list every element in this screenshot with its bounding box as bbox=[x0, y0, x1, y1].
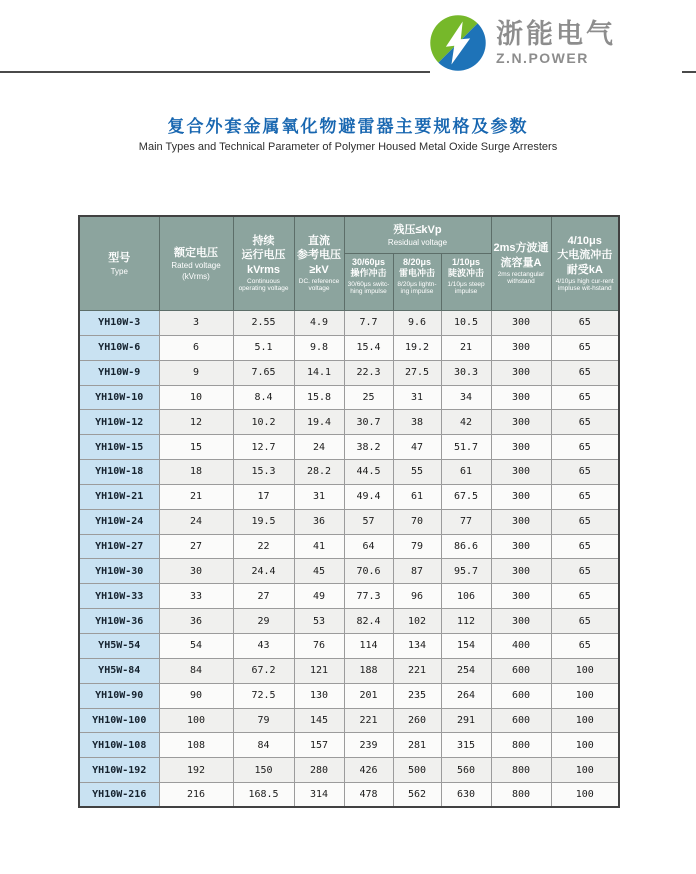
table-row bbox=[79, 559, 619, 584]
value-cell: 27 bbox=[233, 584, 294, 609]
value-cell: 28.2 bbox=[294, 460, 344, 485]
value-cell: 86.6 bbox=[441, 534, 491, 559]
value-cell: 150 bbox=[233, 758, 294, 783]
value-cell: 239 bbox=[344, 733, 393, 758]
value-cell: 65 bbox=[551, 584, 619, 609]
value-cell: 65 bbox=[551, 509, 619, 534]
value-cell: 168.5 bbox=[233, 783, 294, 808]
table-row bbox=[79, 385, 619, 410]
value-cell: 18 bbox=[159, 460, 233, 485]
value-cell: 65 bbox=[551, 311, 619, 336]
value-cell: 8.4 bbox=[233, 385, 294, 410]
value-cell: 44.5 bbox=[344, 460, 393, 485]
value-cell: 112 bbox=[441, 609, 491, 634]
col-residual-zh: 残压≤kVp bbox=[393, 223, 442, 236]
value-cell: 300 bbox=[491, 534, 551, 559]
value-cell: 22 bbox=[233, 534, 294, 559]
col-lt-zh2: 雷电冲击 bbox=[398, 268, 435, 279]
value-cell: 65 bbox=[551, 460, 619, 485]
brand bbox=[496, 20, 616, 67]
value-cell: 15.8 bbox=[294, 385, 344, 410]
value-cell: 30.3 bbox=[441, 360, 491, 385]
value-cell: 65 bbox=[551, 410, 619, 435]
col-lt-en: 8/20μs lightn-ing impulse bbox=[397, 280, 437, 295]
value-cell: 314 bbox=[294, 783, 344, 808]
type-cell: YH10W-192 bbox=[79, 758, 159, 783]
col-dc-zh1: 直流 bbox=[308, 235, 330, 248]
col-sw-zh2: 操作冲击 bbox=[350, 268, 387, 279]
col-type-zh: 型号 bbox=[108, 252, 131, 265]
value-cell: 45 bbox=[294, 559, 344, 584]
table-row bbox=[79, 534, 619, 559]
value-cell: 3 bbox=[159, 311, 233, 336]
value-cell: 65 bbox=[551, 534, 619, 559]
value-cell: 24 bbox=[294, 435, 344, 460]
col-st-zh1: 1/10μs bbox=[451, 257, 481, 267]
value-cell: 100 bbox=[551, 733, 619, 758]
value-cell: 100 bbox=[551, 683, 619, 708]
value-cell: 264 bbox=[441, 683, 491, 708]
value-cell: 14.1 bbox=[294, 360, 344, 385]
value-cell: 30.7 bbox=[344, 410, 393, 435]
value-cell: 800 bbox=[491, 758, 551, 783]
value-cell: 188 bbox=[344, 658, 393, 683]
col-header-2ms-rectangular-withstand bbox=[491, 216, 551, 311]
col-hc-zh2: 大电流冲击 bbox=[557, 249, 613, 262]
value-cell: 27.5 bbox=[393, 360, 441, 385]
value-cell: 65 bbox=[551, 609, 619, 634]
value-cell: 300 bbox=[491, 435, 551, 460]
brand-name-en: Z.N.POWER bbox=[496, 50, 589, 67]
type-cell: YH5W-54 bbox=[79, 633, 159, 658]
col-st-zh2: 陡波冲击 bbox=[447, 268, 484, 279]
page-subtitle: Main Types and Technical Parameter of Polymer Housed Metal Oxide Surge Arresters bbox=[138, 141, 558, 153]
type-cell: YH10W-30 bbox=[79, 559, 159, 584]
value-cell: 34 bbox=[441, 385, 491, 410]
value-cell: 600 bbox=[491, 658, 551, 683]
col-rated-unit: (kVrms) bbox=[182, 271, 210, 281]
table-body bbox=[79, 311, 619, 808]
value-cell: 106 bbox=[441, 584, 491, 609]
value-cell: 154 bbox=[441, 633, 491, 658]
table-row bbox=[79, 484, 619, 509]
value-cell: 300 bbox=[491, 311, 551, 336]
value-cell: 192 bbox=[159, 758, 233, 783]
value-cell: 70 bbox=[393, 509, 441, 534]
value-cell: 800 bbox=[491, 783, 551, 808]
value-cell: 65 bbox=[551, 335, 619, 360]
table-row bbox=[79, 311, 619, 336]
value-cell: 300 bbox=[491, 410, 551, 435]
value-cell: 15 bbox=[159, 435, 233, 460]
table-row bbox=[79, 435, 619, 460]
col-dc-en: DC. reference voltage bbox=[298, 277, 340, 293]
col-residual-en: Residual voltage bbox=[387, 238, 448, 248]
type-cell: YH10W-108 bbox=[79, 733, 159, 758]
value-cell: 24.4 bbox=[233, 559, 294, 584]
value-cell: 64 bbox=[344, 534, 393, 559]
table-row bbox=[79, 360, 619, 385]
value-cell: 49.4 bbox=[344, 484, 393, 509]
value-cell: 2.55 bbox=[233, 311, 294, 336]
col-cov-en: Continuous operating voltage bbox=[238, 277, 289, 293]
value-cell: 19.4 bbox=[294, 410, 344, 435]
table-row bbox=[79, 584, 619, 609]
value-cell: 65 bbox=[551, 435, 619, 460]
value-cell: 300 bbox=[491, 360, 551, 385]
col-rect-en: 2ms rectangular withstand bbox=[497, 270, 545, 286]
value-cell: 65 bbox=[551, 360, 619, 385]
value-cell: 221 bbox=[344, 708, 393, 733]
col-hc-en: 4/10μs high cur-rent impluse wit-hstand bbox=[555, 277, 614, 293]
table-row bbox=[79, 783, 619, 808]
value-cell: 300 bbox=[491, 484, 551, 509]
value-cell: 260 bbox=[393, 708, 441, 733]
value-cell: 315 bbox=[441, 733, 491, 758]
type-cell: YH10W-90 bbox=[79, 683, 159, 708]
value-cell: 157 bbox=[294, 733, 344, 758]
value-cell: 291 bbox=[441, 708, 491, 733]
value-cell: 12.7 bbox=[233, 435, 294, 460]
value-cell: 300 bbox=[491, 584, 551, 609]
value-cell: 96 bbox=[393, 584, 441, 609]
value-cell: 10.5 bbox=[441, 311, 491, 336]
col-dc-zh2: 参考电压 bbox=[297, 249, 341, 262]
value-cell: 22.3 bbox=[344, 360, 393, 385]
value-cell: 280 bbox=[294, 758, 344, 783]
value-cell: 77.3 bbox=[344, 584, 393, 609]
value-cell: 55 bbox=[393, 460, 441, 485]
value-cell: 281 bbox=[393, 733, 441, 758]
value-cell: 57 bbox=[344, 509, 393, 534]
type-cell: YH5W-84 bbox=[79, 658, 159, 683]
col-header-lightning-impulse bbox=[393, 254, 441, 311]
value-cell: 300 bbox=[491, 460, 551, 485]
type-cell: YH10W-12 bbox=[79, 410, 159, 435]
value-cell: 95.7 bbox=[441, 559, 491, 584]
col-sw-zh1: 30/60μs bbox=[351, 257, 386, 267]
table-row bbox=[79, 460, 619, 485]
value-cell: 562 bbox=[393, 783, 441, 808]
value-cell: 36 bbox=[294, 509, 344, 534]
value-cell: 38 bbox=[393, 410, 441, 435]
value-cell: 600 bbox=[491, 708, 551, 733]
type-cell: YH10W-100 bbox=[79, 708, 159, 733]
value-cell: 5.1 bbox=[233, 335, 294, 360]
value-cell: 43 bbox=[233, 633, 294, 658]
col-header-switching-impulse bbox=[344, 254, 393, 311]
value-cell: 76 bbox=[294, 633, 344, 658]
col-type-en: Type bbox=[110, 266, 128, 276]
value-cell: 30 bbox=[159, 559, 233, 584]
type-cell: YH10W-216 bbox=[79, 783, 159, 808]
value-cell: 102 bbox=[393, 609, 441, 634]
value-cell: 114 bbox=[344, 633, 393, 658]
value-cell: 7.65 bbox=[233, 360, 294, 385]
company-logo-icon bbox=[430, 15, 486, 71]
value-cell: 15.3 bbox=[233, 460, 294, 485]
col-cov-unit: kVrms bbox=[246, 263, 281, 276]
table-row bbox=[79, 708, 619, 733]
value-cell: 9.8 bbox=[294, 335, 344, 360]
value-cell: 67.2 bbox=[233, 658, 294, 683]
value-cell: 201 bbox=[344, 683, 393, 708]
value-cell: 7.7 bbox=[344, 311, 393, 336]
table-row bbox=[79, 658, 619, 683]
value-cell: 121 bbox=[294, 658, 344, 683]
col-hc-zh3: 耐受kA bbox=[566, 263, 603, 276]
col-cov-zh1: 持续 bbox=[252, 235, 275, 248]
col-rect-zh2: 流容量A bbox=[500, 256, 542, 269]
type-cell: YH10W-27 bbox=[79, 534, 159, 559]
value-cell: 500 bbox=[393, 758, 441, 783]
type-cell: YH10W-36 bbox=[79, 609, 159, 634]
value-cell: 100 bbox=[551, 758, 619, 783]
value-cell: 100 bbox=[551, 658, 619, 683]
value-cell: 33 bbox=[159, 584, 233, 609]
value-cell: 47 bbox=[393, 435, 441, 460]
value-cell: 300 bbox=[491, 609, 551, 634]
value-cell: 54 bbox=[159, 633, 233, 658]
type-cell: YH10W-33 bbox=[79, 584, 159, 609]
value-cell: 145 bbox=[294, 708, 344, 733]
value-cell: 216 bbox=[159, 783, 233, 808]
logo bbox=[430, 8, 682, 78]
value-cell: 49 bbox=[294, 584, 344, 609]
value-cell: 300 bbox=[491, 509, 551, 534]
table-row bbox=[79, 335, 619, 360]
value-cell: 51.7 bbox=[441, 435, 491, 460]
brand-name-zh: 浙能电气 bbox=[496, 18, 616, 49]
spec-table bbox=[78, 215, 620, 808]
value-cell: 84 bbox=[233, 733, 294, 758]
value-cell: 300 bbox=[491, 385, 551, 410]
col-header-steep-impulse bbox=[441, 254, 491, 311]
value-cell: 70.6 bbox=[344, 559, 393, 584]
col-rated-en: Rated voltage bbox=[171, 261, 221, 271]
value-cell: 560 bbox=[441, 758, 491, 783]
value-cell: 426 bbox=[344, 758, 393, 783]
value-cell: 12 bbox=[159, 410, 233, 435]
col-dc-unit: ≥kV bbox=[309, 263, 329, 276]
type-cell: YH10W-9 bbox=[79, 360, 159, 385]
value-cell: 21 bbox=[441, 335, 491, 360]
value-cell: 65 bbox=[551, 633, 619, 658]
value-cell: 10 bbox=[159, 385, 233, 410]
col-header-dc-reference-voltage bbox=[294, 216, 344, 311]
value-cell: 4.9 bbox=[294, 311, 344, 336]
value-cell: 90 bbox=[159, 683, 233, 708]
value-cell: 24 bbox=[159, 509, 233, 534]
value-cell: 400 bbox=[491, 633, 551, 658]
value-cell: 29 bbox=[233, 609, 294, 634]
value-cell: 19.2 bbox=[393, 335, 441, 360]
value-cell: 100 bbox=[551, 708, 619, 733]
value-cell: 600 bbox=[491, 683, 551, 708]
col-hc-zh1: 4/10μs bbox=[567, 235, 602, 248]
type-cell: YH10W-10 bbox=[79, 385, 159, 410]
value-cell: 19.5 bbox=[233, 509, 294, 534]
value-cell: 134 bbox=[393, 633, 441, 658]
table-row bbox=[79, 633, 619, 658]
value-cell: 6 bbox=[159, 335, 233, 360]
col-sw-en: 30/60μs switc-hing impulse bbox=[347, 280, 390, 295]
value-cell: 65 bbox=[551, 559, 619, 584]
value-cell: 27 bbox=[159, 534, 233, 559]
col-st-en: 1/10μs steep impulse bbox=[447, 280, 485, 295]
value-cell: 65 bbox=[551, 484, 619, 509]
col-header-rated-voltage bbox=[159, 216, 233, 311]
value-cell: 100 bbox=[159, 708, 233, 733]
value-cell: 65 bbox=[551, 385, 619, 410]
type-cell: YH10W-3 bbox=[79, 311, 159, 336]
col-rated-zh: 额定电压 bbox=[174, 247, 218, 260]
type-cell: YH10W-18 bbox=[79, 460, 159, 485]
value-cell: 41 bbox=[294, 534, 344, 559]
value-cell: 100 bbox=[551, 783, 619, 808]
value-cell: 31 bbox=[393, 385, 441, 410]
col-rect-zh1: 2ms方波通 bbox=[493, 242, 549, 255]
col-lt-zh1: 8/20μs bbox=[402, 257, 432, 267]
value-cell: 77 bbox=[441, 509, 491, 534]
type-cell: YH10W-6 bbox=[79, 335, 159, 360]
table-row bbox=[79, 609, 619, 634]
type-cell: YH10W-15 bbox=[79, 435, 159, 460]
table-row bbox=[79, 509, 619, 534]
col-header-type bbox=[79, 216, 159, 311]
value-cell: 221 bbox=[393, 658, 441, 683]
table-row bbox=[79, 758, 619, 783]
value-cell: 300 bbox=[491, 335, 551, 360]
page-title: 复合外套金属氧化物避雷器主要规格及参数 bbox=[167, 117, 529, 136]
value-cell: 25 bbox=[344, 385, 393, 410]
type-cell: YH10W-21 bbox=[79, 484, 159, 509]
table-row bbox=[79, 733, 619, 758]
value-cell: 84 bbox=[159, 658, 233, 683]
value-cell: 61 bbox=[441, 460, 491, 485]
value-cell: 130 bbox=[294, 683, 344, 708]
value-cell: 254 bbox=[441, 658, 491, 683]
value-cell: 53 bbox=[294, 609, 344, 634]
col-header-high-current-withstand bbox=[551, 216, 619, 311]
value-cell: 31 bbox=[294, 484, 344, 509]
value-cell: 38.2 bbox=[344, 435, 393, 460]
value-cell: 79 bbox=[393, 534, 441, 559]
col-header-continuous-operating-voltage bbox=[233, 216, 294, 311]
value-cell: 82.4 bbox=[344, 609, 393, 634]
value-cell: 9.6 bbox=[393, 311, 441, 336]
type-cell: YH10W-24 bbox=[79, 509, 159, 534]
value-cell: 87 bbox=[393, 559, 441, 584]
value-cell: 235 bbox=[393, 683, 441, 708]
value-cell: 36 bbox=[159, 609, 233, 634]
value-cell: 79 bbox=[233, 708, 294, 733]
value-cell: 42 bbox=[441, 410, 491, 435]
value-cell: 108 bbox=[159, 733, 233, 758]
col-group-residual-voltage bbox=[344, 216, 491, 254]
value-cell: 15.4 bbox=[344, 335, 393, 360]
value-cell: 9 bbox=[159, 360, 233, 385]
value-cell: 300 bbox=[491, 559, 551, 584]
table-row bbox=[79, 683, 619, 708]
value-cell: 17 bbox=[233, 484, 294, 509]
value-cell: 61 bbox=[393, 484, 441, 509]
value-cell: 21 bbox=[159, 484, 233, 509]
value-cell: 800 bbox=[491, 733, 551, 758]
value-cell: 630 bbox=[441, 783, 491, 808]
col-cov-zh2: 运行电压 bbox=[241, 249, 286, 262]
value-cell: 72.5 bbox=[233, 683, 294, 708]
table-row bbox=[79, 410, 619, 435]
value-cell: 67.5 bbox=[441, 484, 491, 509]
value-cell: 478 bbox=[344, 783, 393, 808]
value-cell: 10.2 bbox=[233, 410, 294, 435]
